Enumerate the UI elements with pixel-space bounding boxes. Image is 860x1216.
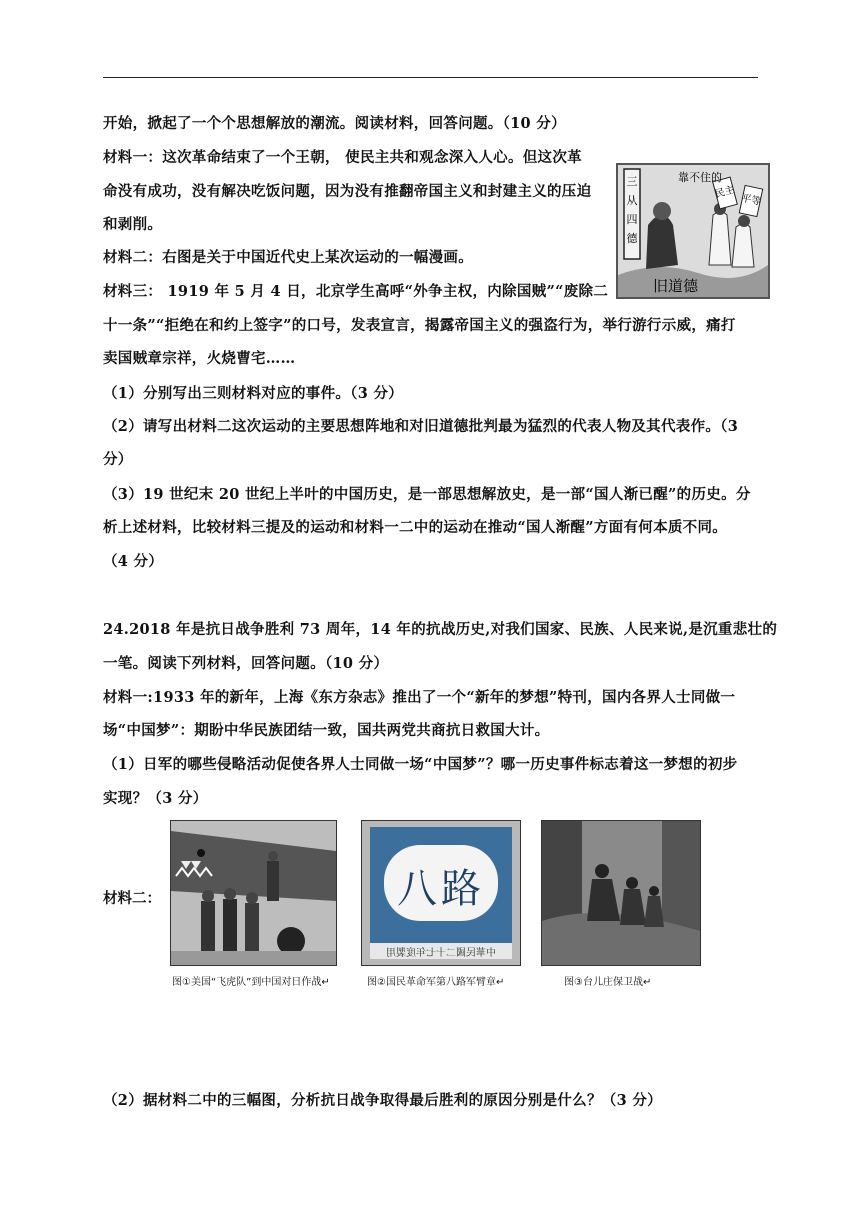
q24-question1-line1: （1）日军的哪些侵略活动促使各界人士同做一场“中国梦”？哪一历史事件标志着这一梦想的初步 [103,756,738,773]
q23-material3-line2: 十一条”“拒绝在和约上签字”的口号，发表宣言，揭露帝国主义的强盗行为，举行游行示威，痛打 [103,317,736,334]
q23-material1-line1: 材料一：这次革命结束了一个王朝， 使民主共和观念深入人心。但这次革 [103,149,582,166]
eighth-route-armband-photo [361,820,521,966]
q23-intro: 开始，掀起了一个个思想解放的潮流。阅读材料，回答问题。（10 分） [103,115,566,132]
cartoon-top-text: 靠不住的 [678,171,722,184]
q24-intro-line2: 一笔。阅读下列材料，回答问题。（10 分） [103,655,389,672]
armband-characters: 八路 [397,866,485,912]
q23-question1: （1）分别写出三则材料对应的事件。（3 分） [103,385,404,402]
q23-material3-line3: 卖国贼章宗祥，火烧曹宅…… [103,350,296,367]
q23-material3-line1: 材料三： 1919 年 5 月 4 日，北京学生高呼“外争主权，内除国贼”“废除二 [103,283,609,300]
header-rule [103,77,758,78]
q23-question3-line3: （4 分） [103,553,164,570]
q24-question1-line2: 实现？（3 分） [103,790,208,807]
cartoon-sign-equality: 平等 [740,193,763,208]
cartoon-left-char-3: 四 [626,213,638,226]
taierzhuang-battle-photo [541,820,701,966]
caption-figure1: 图①美国“飞虎队”到中国对日作战↵ [172,977,330,988]
q24-intro-line1: 24.2018 年是抗日战争胜利 73 周年，14 年的抗战历史,对我们国家、民族、人民来说,是沉重悲壮的 [103,621,778,638]
q23-material2: 材料二：右图是关于中国近代史上某次运动的一幅漫画。 [103,249,473,266]
q24-question2: （2）据材料二中的三幅图，分析抗日战争取得最后胜利的原因分别是什么？（3 分） [103,1092,662,1109]
q23-material1-line2: 命没有成功，没有解决吃饭问题，因为没有推翻帝国主义和封建主义的压迫 [103,183,592,200]
cartoon-sign-democracy: 民主 [713,184,736,201]
q24-material1-line2: 场“中国梦”：期盼中华民族团结一致，国共两党共商抗日救国大计。 [103,722,550,739]
q23-question2-line1: （2）请写出材料二这次运动的主要思想阵地和对旧道德批判最为猛烈的代表人物及其代表作。（3 [103,418,739,435]
q23-question2-line2: 分） [103,451,133,468]
q23-question3-line2: 析上述材料，比较材料三提及的运动和材料一二中的运动在推动“国人渐醒”方面有何本质不同。 [103,519,728,536]
q23-question3-line1: （3）19 世纪末 20 世纪上半叶的中国历史，是一部思想解放史，是一部“国人渐已醒”的历史。分 [103,486,751,503]
flying-tigers-photo [170,820,337,966]
q23-material1-line3: 和剥削。 [103,216,163,233]
cartoon-bottom-text: 旧道德 [653,277,699,295]
cartoon-left-char-2: 从 [626,194,638,207]
cartoon-left-char-4: 德 [626,232,638,245]
q24-material1-line1: 材料一:1933 年的新年，上海《东方杂志》推出了一个“新年的梦想”特刊，国内各界人士同做一 [103,689,736,706]
caption-figure2: 图②国民革命军第八路军臂章↵ [367,977,505,988]
q24-material2-label: 材料二： [103,890,161,907]
cartoon-left-char-1: 三 [626,175,638,188]
caption-figure3: 图③台儿庄保卫战↵ [564,977,652,988]
armband-strip-text: 中華民國二十七年度製用 [386,948,496,959]
cartoon-image [616,163,770,299]
